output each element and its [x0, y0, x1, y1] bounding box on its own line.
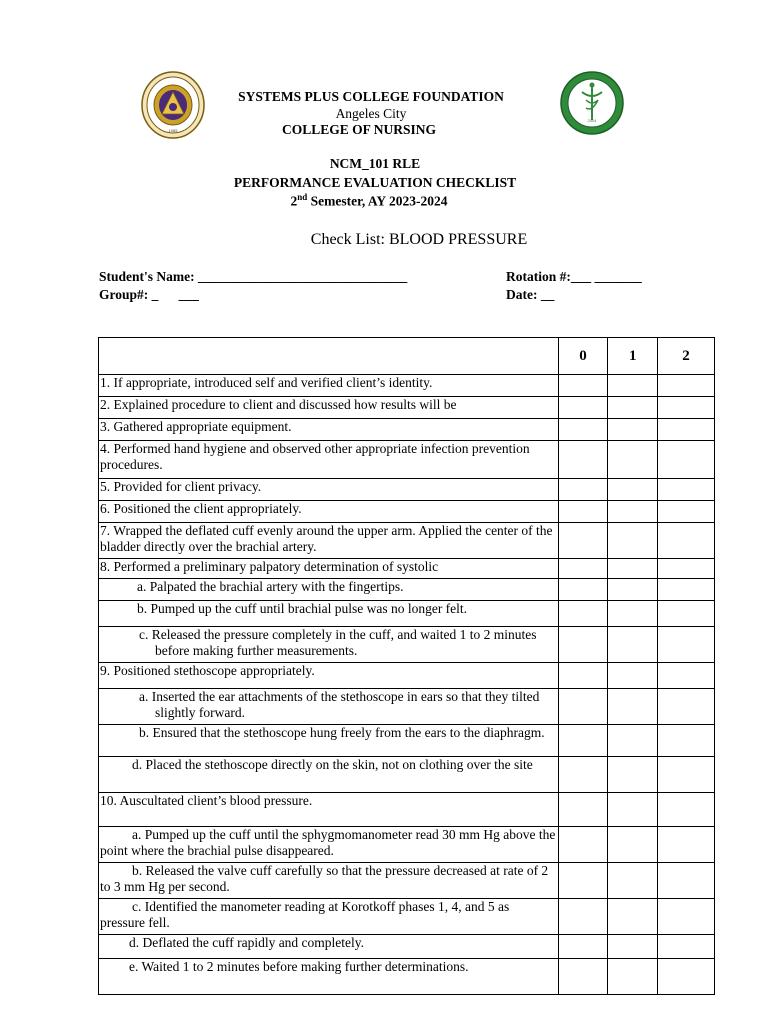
- procedure-step: d. Placed the stethoscope directly on the skin, not on clothing over the site: [99, 757, 559, 793]
- table-row: [99, 827, 715, 863]
- score-cell-0[interactable]: [558, 959, 608, 995]
- score-cell-1[interactable]: [608, 935, 658, 959]
- course-code: NCM_101 RLE: [329, 156, 421, 171]
- score-cell-0[interactable]: [558, 899, 608, 935]
- table-row: [99, 441, 715, 479]
- svg-text:2004: 2004: [587, 118, 597, 123]
- score-cell-0[interactable]: [558, 579, 608, 601]
- score-cell-1[interactable]: [608, 863, 658, 899]
- score-cell-2[interactable]: [658, 663, 715, 689]
- procedure-step: 7. Wrapped the deflated cuff evenly around the upper arm. Applied the center of the bladder directly over the brachial artery.: [99, 523, 559, 559]
- procedure-step: 10. Auscultated client’s blood pressure.: [99, 793, 559, 827]
- institution-city: Angeles City: [335, 106, 407, 121]
- score-cell-2[interactable]: [658, 959, 715, 995]
- score-cell-1[interactable]: [608, 663, 658, 689]
- procedure-step: 3. Gathered appropriate equipment.: [99, 419, 559, 441]
- procedure-step: 2. Explained procedure to client and discussed how results will be: [99, 397, 559, 419]
- score-cell-0[interactable]: [558, 663, 608, 689]
- score-cell-2[interactable]: [658, 793, 715, 827]
- procedure-step: 9. Positioned stethoscope appropriately.: [99, 663, 559, 689]
- score-cell-2[interactable]: [658, 827, 715, 863]
- procedure-step: 1. If appropriate, introduced self and verified client’s identity.: [99, 375, 559, 397]
- header-procedure: [99, 338, 559, 375]
- procedure-step: 6. Positioned the client appropriately.: [99, 501, 559, 523]
- procedure-step: e. Waited 1 to 2 minutes before making further determinations.: [99, 959, 559, 995]
- score-cell-1[interactable]: [608, 757, 658, 793]
- table-row: [99, 559, 715, 579]
- score-cell-1[interactable]: [608, 959, 658, 995]
- table-row: [99, 479, 715, 501]
- college-name: COLLEGE OF NURSING: [281, 122, 437, 137]
- score-cell-0[interactable]: [558, 793, 608, 827]
- score-cell-2[interactable]: [658, 479, 715, 501]
- svg-text:1985: 1985: [168, 128, 178, 133]
- score-cell-1[interactable]: [608, 501, 658, 523]
- checklist-heading: Check List: BLOOD PRESSURE: [310, 231, 528, 248]
- procedure-step: 4. Performed hand hygiene and observed other appropriate infection prevention procedures.: [99, 441, 559, 479]
- date-field[interactable]: Date: __: [506, 287, 555, 302]
- score-cell-0[interactable]: [558, 419, 608, 441]
- score-cell-2[interactable]: [658, 863, 715, 899]
- score-cell-1[interactable]: [608, 419, 658, 441]
- procedure-step: d. Deflated the cuff rapidly and completely.: [99, 935, 559, 959]
- score-cell-1[interactable]: [608, 559, 658, 579]
- score-cell-0[interactable]: [558, 601, 608, 627]
- score-cell-0[interactable]: [558, 375, 608, 397]
- procedure-step: a. Inserted the ear attachments of the stethoscope in ears so that they tilted slightly forward.: [99, 689, 559, 725]
- score-cell-2[interactable]: [658, 725, 715, 757]
- score-cell-1[interactable]: [608, 827, 658, 863]
- score-cell-0[interactable]: [558, 689, 608, 725]
- score-cell-2[interactable]: [658, 601, 715, 627]
- score-cell-1[interactable]: [608, 899, 658, 935]
- table-row: [99, 899, 715, 935]
- table-row: [99, 935, 715, 959]
- procedure-step: 8. Performed a preliminary palpatory determination of systolic: [99, 559, 559, 579]
- group-field[interactable]: Group#: _ ___: [99, 287, 199, 302]
- score-cell-2[interactable]: [658, 523, 715, 559]
- score-cell-2[interactable]: [658, 689, 715, 725]
- table-row: [99, 627, 715, 663]
- score-cell-0[interactable]: [558, 441, 608, 479]
- table-row: [99, 959, 715, 995]
- table-row: [99, 863, 715, 899]
- score-cell-0[interactable]: [558, 627, 608, 663]
- procedure-step: c. Released the pressure completely in the cuff, and waited 1 to 2 minutes before making further measurements.: [99, 627, 559, 663]
- score-cell-1[interactable]: [608, 479, 658, 501]
- header-score-1: 1: [608, 338, 658, 375]
- score-cell-2[interactable]: [658, 419, 715, 441]
- score-cell-1[interactable]: [608, 689, 658, 725]
- score-cell-0[interactable]: [558, 935, 608, 959]
- header-score-2: 2: [658, 338, 715, 375]
- score-cell-0[interactable]: [558, 725, 608, 757]
- score-cell-0[interactable]: [558, 757, 608, 793]
- score-cell-1[interactable]: [608, 627, 658, 663]
- table-row: [99, 663, 715, 689]
- procedure-step: b. Released the valve cuff carefully so that the pressure decreased at rate of 2 to 3 mm Hg per second.: [99, 863, 559, 899]
- score-cell-2[interactable]: [658, 935, 715, 959]
- table-row: [99, 601, 715, 627]
- score-cell-0[interactable]: [558, 397, 608, 419]
- table-row: [99, 757, 715, 793]
- procedure-step: a. Palpated the brachial artery with the fingertips.: [99, 579, 559, 601]
- score-cell-0[interactable]: [558, 559, 608, 579]
- evaluation-checklist-table: [98, 337, 715, 995]
- header-score-0: 0: [558, 338, 608, 375]
- score-cell-1[interactable]: [608, 375, 658, 397]
- score-cell-2[interactable]: [658, 501, 715, 523]
- rotation-field[interactable]: Rotation #:___ _______: [506, 269, 642, 284]
- table-row: [99, 579, 715, 601]
- score-cell-1[interactable]: [608, 601, 658, 627]
- table-row: [99, 725, 715, 757]
- procedure-step: a. Pumped up the cuff until the sphygmomanometer read 30 mm Hg above the point where the brachial pulse disappeared.: [99, 827, 559, 863]
- table-header-row: [99, 338, 715, 375]
- table-row: [99, 375, 715, 397]
- score-cell-1[interactable]: [608, 793, 658, 827]
- score-cell-2[interactable]: [658, 397, 715, 419]
- form-title: PERFORMANCE EVALUATION CHECKLIST: [233, 175, 517, 190]
- procedure-step: 5. Provided for client privacy.: [99, 479, 559, 501]
- score-cell-1[interactable]: [608, 441, 658, 479]
- score-cell-2[interactable]: [658, 899, 715, 935]
- table-row: [99, 689, 715, 725]
- table-row: [99, 793, 715, 827]
- score-cell-2[interactable]: [658, 375, 715, 397]
- score-cell-0[interactable]: [558, 863, 608, 899]
- score-cell-2[interactable]: [658, 559, 715, 579]
- table-row: [99, 397, 715, 419]
- table-row: [99, 523, 715, 559]
- score-cell-0[interactable]: [558, 827, 608, 863]
- score-cell-1[interactable]: [608, 725, 658, 757]
- procedure-step: b. Ensured that the stethoscope hung freely from the ears to the diaphragm.: [99, 725, 559, 757]
- score-cell-1[interactable]: [608, 397, 658, 419]
- institution-name: SYSTEMS PLUS COLLEGE FOUNDATION: [238, 89, 504, 104]
- score-cell-2[interactable]: [658, 441, 715, 479]
- score-cell-1[interactable]: [608, 579, 658, 601]
- score-cell-0[interactable]: [558, 523, 608, 559]
- score-cell-2[interactable]: [658, 579, 715, 601]
- score-cell-2[interactable]: [658, 627, 715, 663]
- table-row: [99, 419, 715, 441]
- score-cell-2[interactable]: [658, 757, 715, 793]
- score-cell-0[interactable]: [558, 479, 608, 501]
- score-cell-1[interactable]: [608, 523, 658, 559]
- semester-line: 2nd Semester, AY 2023-2024: [290, 192, 448, 209]
- score-cell-0[interactable]: [558, 501, 608, 523]
- student-name-field[interactable]: Student's Name: _______________________________: [99, 269, 408, 284]
- procedure-step: c. Identified the manometer reading at Korotkoff phases 1, 4, and 5 as pressure fell.: [99, 899, 559, 935]
- table-row: [99, 501, 715, 523]
- procedure-step: b. Pumped up the cuff until brachial pulse was no longer felt.: [99, 601, 559, 627]
